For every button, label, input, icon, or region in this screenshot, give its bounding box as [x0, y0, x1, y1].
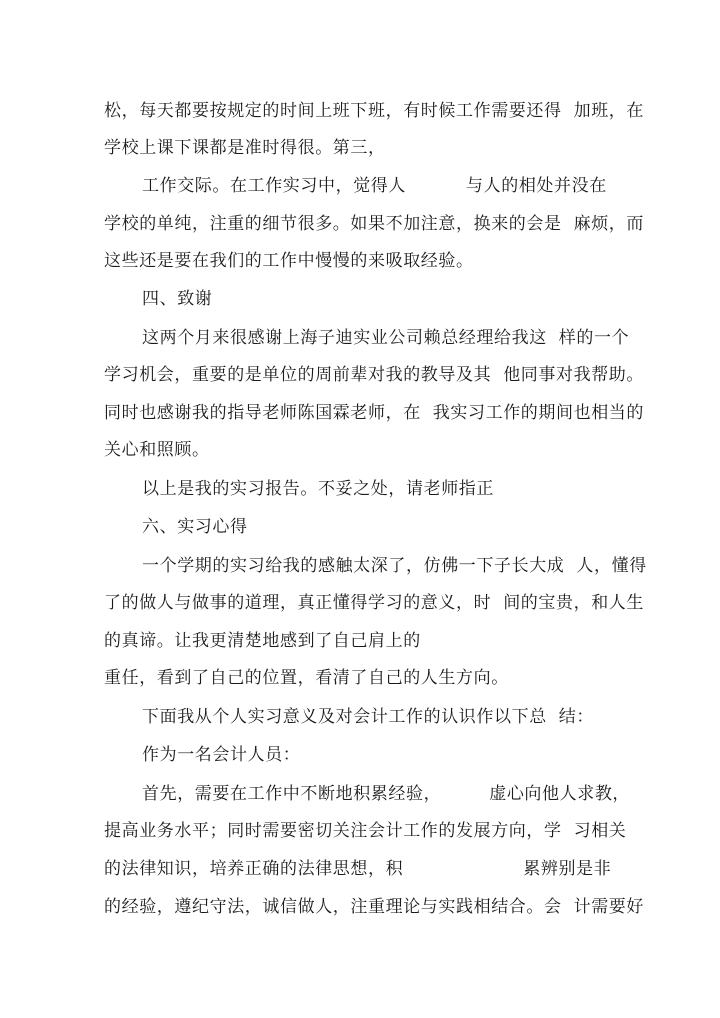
text-line: 一个学期的实习给我的感触太深了，仿佛一下子长大成 人，懂得 [142, 556, 647, 576]
text-line: 的经验，遵纪守法，诚信做人，注重理论与实践相结合。会 计需要好 [104, 897, 645, 917]
text-line: 关心和照顾。 [104, 440, 210, 460]
text-line: 重任，看到了自己的位置，看清了自己的人生方向。 [104, 668, 509, 688]
text-line: 下面我从个人实习意义及对会计工作的认识作以下总 结： [142, 707, 595, 727]
text-line: 这些还是要在我们的工作中慢慢的来吸取经验。 [104, 251, 474, 271]
text-line: 同时也感谢我的指导老师陈国霖老师，在 我实习工作的期间也相当的 [104, 403, 645, 423]
section-heading: 六、实习心得 [142, 517, 248, 537]
text-line: 提高业务水平；同时需要密切关注会计工作的发展方向，学 习相关 [104, 821, 627, 841]
text-line: 工作交际。在工作实习中，觉得人 与人的相处并没在 [142, 176, 607, 196]
text-line: 学习机会，重要的是单位的周前辈对我的教导及其 他同事对我帮助。 [104, 365, 645, 385]
text-line: 了的做人与做事的道理，真正懂得学习的意义，时 间的宝贵，和人生 [104, 593, 645, 613]
text-line: 松，每天都要按规定的时间上班下班，有时候工作需要还得 加班，在 [104, 101, 645, 121]
text-line: 的法律知识，培养正确的法律思想，积 累辨别是非 [104, 859, 612, 879]
text-line: 以上是我的实习报告。不妥之处，请老师指正 [142, 479, 494, 499]
text-line: 首先，需要在工作中不断地积累经验， 虚心向他人求教， [142, 784, 631, 804]
text-line: 作为一名会计人员： [142, 745, 301, 765]
text-line: 这两个月来很感谢上海子迪实业公司赖总经理给我这 样的一个 [142, 328, 630, 348]
text-line: 学校的单纯，注重的细节很多。如果不加注意，换来的会是 麻烦，而 [104, 214, 645, 234]
text-line: 学校上课下课都是准时得很。第三， [104, 138, 386, 158]
section-heading: 四、致谢 [142, 289, 213, 309]
text-line: 的真谛。让我更清楚地感到了自己肩上的 [104, 631, 421, 651]
